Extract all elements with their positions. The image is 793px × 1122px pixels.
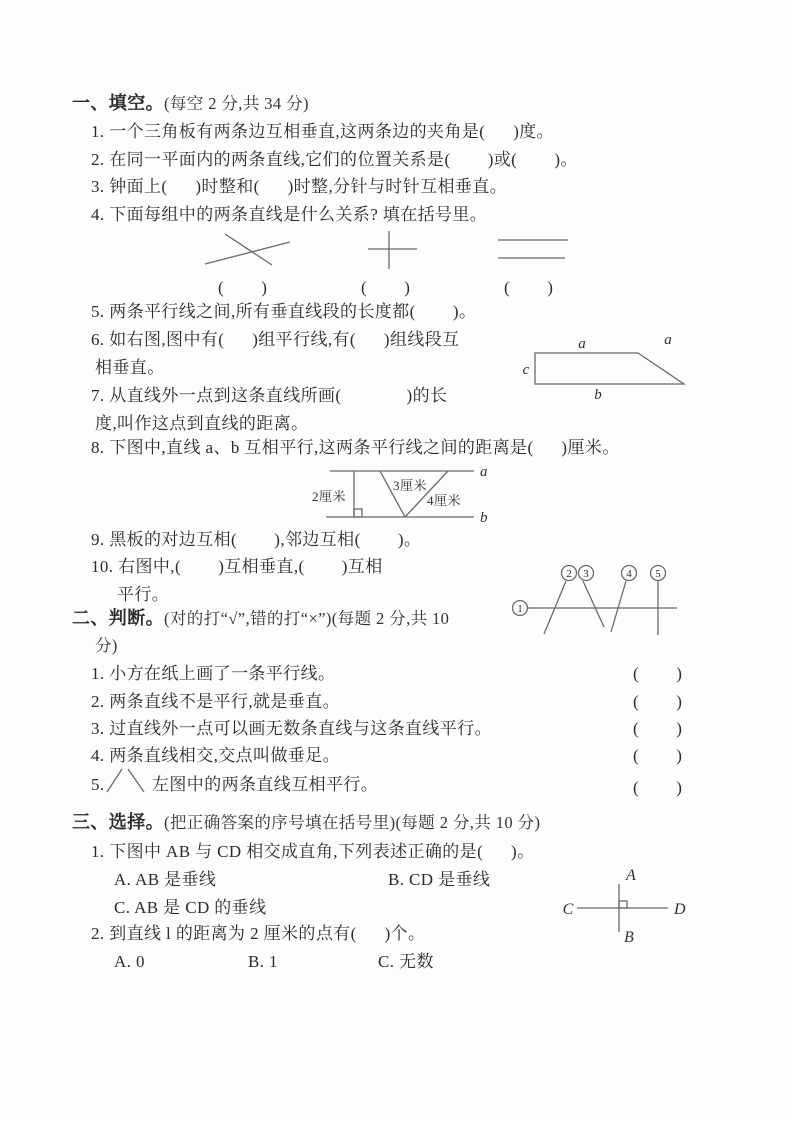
fill-q7-line2: 度,叫作这点到直线的距离。 <box>95 414 309 433</box>
fig-parallel-distance-label-2cm: 2厘米 <box>312 489 347 504</box>
section3-title: 三、选择。 <box>72 812 164 832</box>
fig-numbered-lines <box>505 560 700 646</box>
fill-q2: 2. 在同一平面内的两条直线,它们的位置关系是( )或( )。 <box>91 150 578 169</box>
fig-trapezoid <box>510 330 710 406</box>
judge-q3: 3. 过直线外一点可以画无数条直线与这条直线平行。 <box>91 719 492 738</box>
judge-q3-bracket: ( ) <box>633 719 683 738</box>
fig-parallel-distance-label-3cm: 3厘米 <box>393 478 428 493</box>
fig-perpendicular-cross-lines <box>364 227 420 273</box>
fig-numbered-lines-label-4: 4 <box>626 568 632 580</box>
fig-parallel-distance-label-4cm: 4厘米 <box>427 493 462 508</box>
judge-q4: 4. 两条直线相交,交点叫做垂足。 <box>91 746 341 765</box>
fig-numbered-lines-label-5: 5 <box>655 568 661 580</box>
section1-heading <box>72 92 309 115</box>
section2-note-line1: (对的打“√”,错的打“×”)(每题 2 分,共 10 <box>164 609 450 628</box>
fig-numbered-lines-label-2: 2 <box>566 568 572 580</box>
section2-title: 二、判断。 <box>72 608 164 628</box>
choice-q2: 2. 到直线 l 的距离为 2 厘米的点有( )个。 <box>91 924 426 943</box>
fig-abcd-label-C: C <box>562 901 574 918</box>
fig-abcd-label-D: D <box>674 901 686 918</box>
fig-trapezoid-label-c: c <box>522 362 530 378</box>
choice-q1-option-c: C. AB 是 CD 的垂线 <box>114 898 267 917</box>
judge-q4-bracket: ( ) <box>633 746 683 765</box>
choice-q1-option-b: B. CD 是垂线 <box>388 870 491 889</box>
judge-q1-bracket: ( ) <box>633 664 683 683</box>
fill-q6-line2: 相垂直。 <box>95 358 165 377</box>
fig-abcd-label-B: B <box>624 929 634 946</box>
fill-q10-line1: 10. 右图中,( )互相垂直,( )互相 <box>91 557 383 576</box>
section1-note: (每空 2 分,共 34 分) <box>164 94 309 113</box>
judge-q5: 左图中的两条直线互相平行。 <box>152 775 379 794</box>
fill-q6-line1: 6. 如右图,图中有( )组平行线,有( )组线段互 <box>91 330 460 349</box>
choice-q1-option-a: A. AB 是垂线 <box>114 870 217 889</box>
fig-trapezoid-label-b: b <box>594 387 602 403</box>
fig-parallel-distance-label-a: a <box>480 464 488 480</box>
fill-q8: 8. 下图中,直线 a、b 互相平行,这两条平行线之间的距离是( )厘米。 <box>91 438 620 457</box>
fig-crossing-lines <box>198 228 294 270</box>
choice-q2-option-a: A. 0 <box>114 952 145 971</box>
section3-note: (把正确答案的序号填在括号里)(每题 2 分,共 10 分) <box>164 813 541 832</box>
judge-q5-number: 5. <box>91 775 105 794</box>
judge-q2-bracket: ( ) <box>633 692 683 711</box>
choice-q1: 1. 下图中 AB 与 CD 相交成直角,下列表述正确的是( )。 <box>91 842 535 861</box>
fill-q4: 4. 下面每组中的两条直线是什么关系? 填在括号里。 <box>91 205 488 224</box>
section1-title: 一、填空。 <box>72 93 164 113</box>
judge-q2: 2. 两条直线不是平行,就是垂直。 <box>91 692 341 711</box>
fill-q7-line1: 7. 从直线外一点到这条直线所画( )的长 <box>91 386 448 405</box>
fill-q4-bracket-2: ( ) <box>361 278 411 297</box>
section2-heading <box>72 607 449 630</box>
choice-q2-option-c: C. 无数 <box>378 952 434 971</box>
judge-q1: 1. 小方在纸上画了一条平行线。 <box>91 664 336 683</box>
fig-parallel-distance <box>308 456 492 528</box>
fig-abcd-label-A: A <box>626 867 636 884</box>
choice-q2-option-b: B. 1 <box>248 952 278 971</box>
fill-q10-line2: 平行。 <box>117 585 170 604</box>
fig-numbered-lines-label-1: 1 <box>517 603 523 615</box>
section2-note-line2: 分) <box>95 636 118 655</box>
section3-heading <box>72 811 540 834</box>
fig-parallel-distance-label-b: b <box>480 510 488 526</box>
fig-two-slanted-lines <box>103 766 149 796</box>
fig-perpendicular-abcd <box>545 856 695 948</box>
fill-q4-bracket-3: ( ) <box>504 278 554 297</box>
fill-q3: 3. 钟面上( )时整和( )时整,分针与时针互相垂直。 <box>91 177 508 196</box>
fig-trapezoid-label-a-top: a <box>578 336 586 352</box>
fig-trapezoid-label-a-right: a <box>664 332 672 348</box>
fill-q9: 9. 黑板的对边互相( ),邻边互相( )。 <box>91 530 422 549</box>
fill-q1: 1. 一个三角板有两条边互相垂直,这两条边的夹角是( )度。 <box>91 122 555 141</box>
fill-q5: 5. 两条平行线之间,所有垂直线段的长度都( )。 <box>91 302 477 321</box>
fig-numbered-lines-label-3: 3 <box>583 568 589 580</box>
fill-q4-bracket-1: ( ) <box>218 278 268 297</box>
fig-parallel-lines <box>494 236 572 262</box>
judge-q5-bracket: ( ) <box>633 778 683 797</box>
